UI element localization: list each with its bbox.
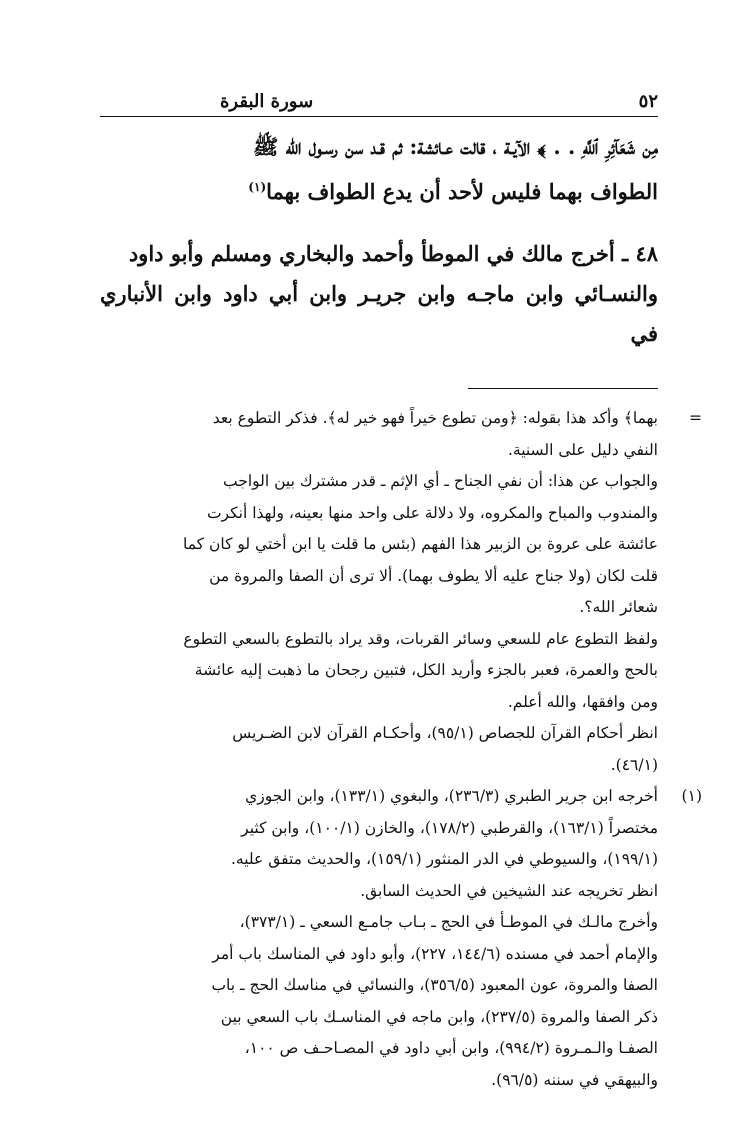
note-line: النفي دليل على السنية. bbox=[507, 440, 658, 459]
paragraph-2 bbox=[100, 234, 658, 354]
note-line: ذكر الصفا والمروة (٢٣٧/٥)، وابن ماجه في المناسـك باب السعي بين bbox=[220, 1007, 658, 1026]
note-line: الصفا والمروة، عون المعبود (٣٥٦/٥)، والنسائي في مناسك الحج ـ باب bbox=[211, 976, 658, 994]
note-line: والمندوب والمباح والمكروه، ولا دلالة على واحد منها بعينه، ولهذا أنكرت bbox=[206, 503, 658, 522]
footnotes bbox=[100, 403, 702, 1096]
note-line: (٤٦/١). bbox=[610, 755, 658, 774]
page-header bbox=[100, 86, 658, 117]
footnote-marker: (١) bbox=[681, 787, 702, 805]
text-line bbox=[100, 167, 658, 212]
footnote-1 bbox=[100, 781, 702, 1096]
note-line: عائشة على عروة بن الزبير هذا الفهم (بئس ما قلت يا ابن أختي لو كان كما bbox=[182, 535, 658, 553]
note-line: (١٩٩/١)، والسيوطي في الدر المنثور (١٥٩/١)، والحديث متفق عليه. bbox=[230, 850, 658, 868]
note-line: الصفـا والـمـروة (٩٩٤/٢)، وابن أبي داود في المصـاحـف ص ١٠٠، bbox=[244, 1039, 658, 1057]
note-line: مختصراً (١٦٣/١)، والقرطبي (١٧٨/٢)، والخازن (١٠٠/١)، وابن كثير bbox=[241, 818, 658, 837]
text-line-content: الطواف بهما فليس لأحد أن يدع الطواف بهما bbox=[266, 179, 658, 204]
note-line: انظر تخريجه عند الشيخين في الحديث السابق. bbox=[360, 881, 658, 900]
note-line: شعائر الله؟. bbox=[579, 598, 658, 616]
note-line: بالحج والعمرة، فعبر بالجزء وأريد الكل، فتبين رجحان ما ذهبت إليه عائشة bbox=[194, 661, 658, 679]
note-line: انظر أحكام القرآن للجصاص (٩٥/١)، وأحكـام القرآن لابن الضـريس bbox=[232, 724, 658, 742]
page-number: ٥٢ bbox=[638, 91, 658, 112]
surah-title: سورة البقرة bbox=[220, 91, 314, 112]
note-line: والبيهقي في سننه (٩٦/٥). bbox=[491, 1070, 658, 1089]
note-line: ومن وافقها، والله أعلم. bbox=[507, 692, 658, 711]
footnote-continuation bbox=[100, 403, 702, 781]
text-line: ٤٨ ـ أخرج مالك في الموطأ وأحمد والبخاري ومسلم وأبو داود bbox=[128, 241, 658, 266]
note-line: والإمام أحمد في مسنده (١٤٤/٦، ٢٢٧)، وأبو داود في المناسك باب أمر bbox=[212, 944, 658, 963]
text-line: مِن شَعَآئِرِ ٱللَّهِ . . ﴾ الآيـة ، قالت عـائشة: ثم قـد سن رسـول الله ﷺ bbox=[253, 134, 658, 159]
text-line: والنسـائي وابن ماجـه وابن جريـر وابن أبي داود وابن الأنباري في bbox=[100, 281, 658, 346]
continuation-marker: = bbox=[689, 409, 702, 427]
note-line: قلت لكان (ولا جناح عليه ألا يطوف بهما). ألا ترى أن الصفا والمروة من bbox=[209, 566, 658, 585]
footnote-reference: (١) bbox=[248, 180, 267, 194]
note-line: أخرجه ابن جرير الطبري (٢٣٦/٣)، والبغوي (١٣٣/١)، وابن الجوزي bbox=[245, 787, 658, 805]
note-line: بهما﴾ وأكد هذا بقوله: ﴿ومن تطوع خيراً فهو خير له﴾. فذكر التطوع بعد bbox=[212, 409, 658, 427]
paragraph-1 bbox=[100, 127, 658, 212]
note-line: ولفظ التطوع عام للسعي وسائر القربات، وقد يراد بالتطوع بالسعي التطوع bbox=[183, 629, 658, 648]
main-text bbox=[100, 127, 658, 354]
footnote-divider bbox=[468, 388, 658, 389]
note-line: وأخرج مالـك في الموطـأ في الحج ـ بـاب جامـع السعي ـ (٣٧٣/١)، bbox=[239, 913, 658, 931]
note-line: والجواب عن هذا: أن نفي الجناح ـ أي الإثم ـ قدر مشترك بين الواجب bbox=[223, 472, 658, 490]
